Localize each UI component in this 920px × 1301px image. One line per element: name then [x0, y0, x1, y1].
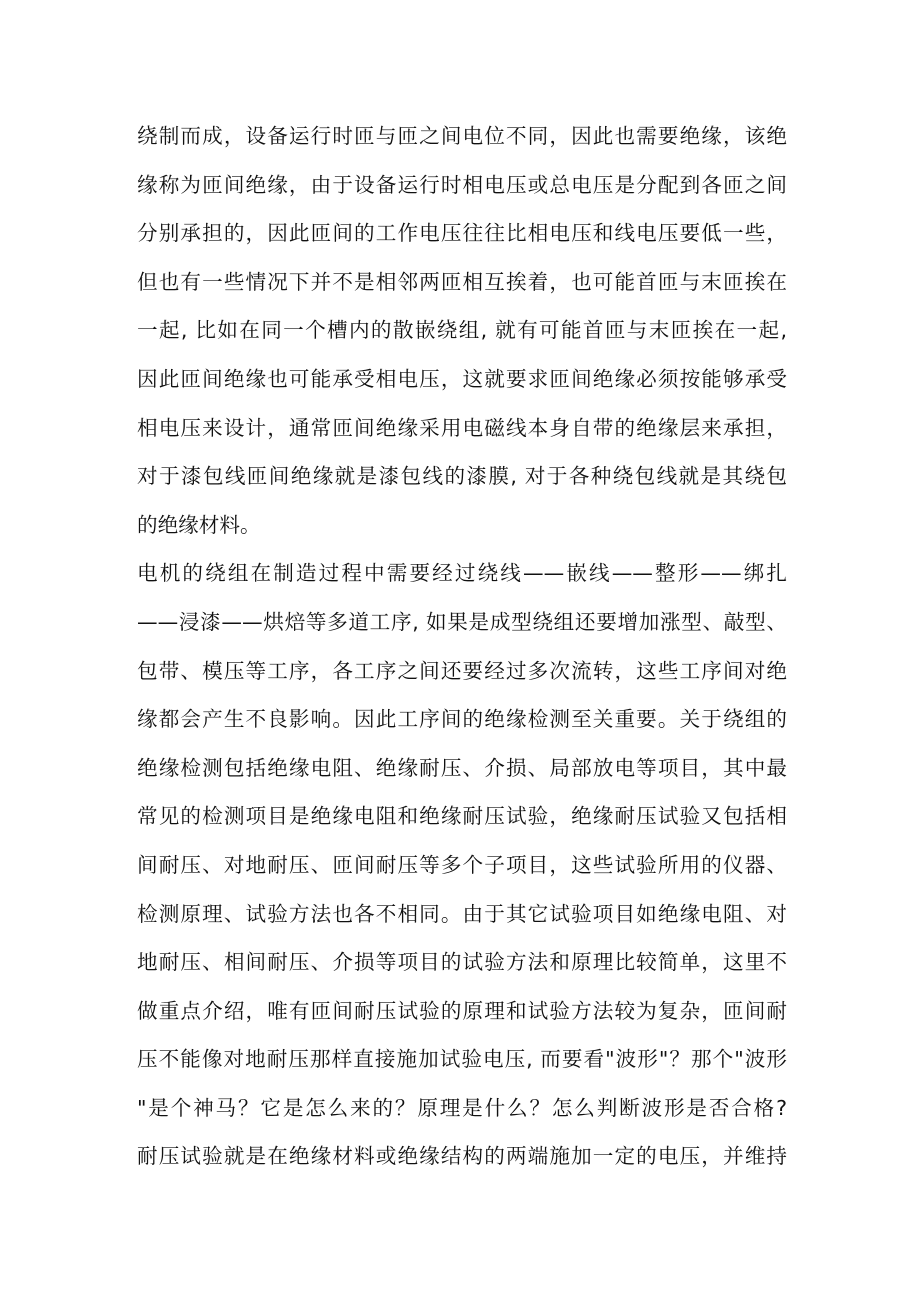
text-line: ——浸漆——烘焙等多道工序, 如果是成型绕组还要增加涨型、敲型、 [137, 609, 787, 634]
text-line: 因此匝间绝缘也可能承受相电压，这就要求匝间绝缘必须按能够承受 [137, 366, 787, 391]
text-line: 检测原理、试验方法也各不相同。由于其它试验项目如绝缘电阻、对 [137, 901, 787, 926]
text-line: 耐压试验就是在绝缘材料或绝缘结构的两端施加一定的电压，并维持 [137, 1144, 787, 1169]
text-line: 分别承担的，因此匝间的工作电压往往比相电压和线电压要低一些， [137, 221, 787, 246]
text-line: "是个神马？它是怎么来的？原理是什么？怎么判断波形是否合格? [137, 1095, 787, 1120]
text-line: 压不能像对地耐压那样直接施加试验电压, 而要看"波形"？那个"波形 [137, 1047, 787, 1072]
paragraph-winding-insulation [137, 112, 787, 549]
text-line: 对于漆包线匝间绝缘就是漆包线的漆膜, 对于各种绕包线就是其绕包 [137, 464, 787, 489]
text-line: 但也有一些情况下并不是相邻两匝相互挨着，也可能首匝与末匝挨在 [137, 269, 787, 294]
text-line: 常见的检测项目是绝缘电阻和绝缘耐压试验，绝缘耐压试验又包括相 [137, 804, 787, 829]
paragraph-manufacturing-process [137, 549, 787, 1132]
text-line: 电机的绕组在制造过程中需要经过绕线——嵌线——整形——绑扎 [137, 561, 787, 586]
text-line: 相电压来设计，通常匝间绝缘采用电磁线本身自带的绝缘层来承担， [137, 415, 787, 440]
text-line: 绕制而成，设备运行时匝与匝之间电位不同，因此也需要绝缘，该绝 [137, 124, 787, 148]
text-line: 缘都会产生不良影响。因此工序间的绝缘检测至关重要。关于绕组的 [137, 707, 787, 732]
text-line: 的绝缘材料。 [137, 512, 261, 537]
text-line: 绝缘检测包括绝缘电阻、绝缘耐压、介损、局部放电等项目，其中最 [137, 755, 787, 780]
text-line: 地耐压、相间耐压、介损等项目的试验方法和原理比较简单，这里不 [137, 950, 787, 975]
text-line: 间耐压、对地耐压、匝间耐压等多个子项目，这些试验所用的仪器、 [137, 852, 787, 877]
body-text [137, 112, 787, 1181]
paragraph-withstand-voltage-test [137, 1132, 787, 1181]
text-line: 包带、模压等工序，各工序之间还要经过多次流转，这些工序间对绝 [137, 658, 787, 683]
text-line: 缘称为匝间绝缘，由于设备运行时相电压或总电压是分配到各匝之间 [137, 172, 787, 197]
text-line: 做重点介绍，唯有匝间耐压试验的原理和试验方法较为复杂，匝间耐 [137, 998, 787, 1023]
text-line: 一起, 比如在同一个槽内的散嵌绕组, 就有可能首匝与末匝挨在一起, [137, 318, 787, 343]
